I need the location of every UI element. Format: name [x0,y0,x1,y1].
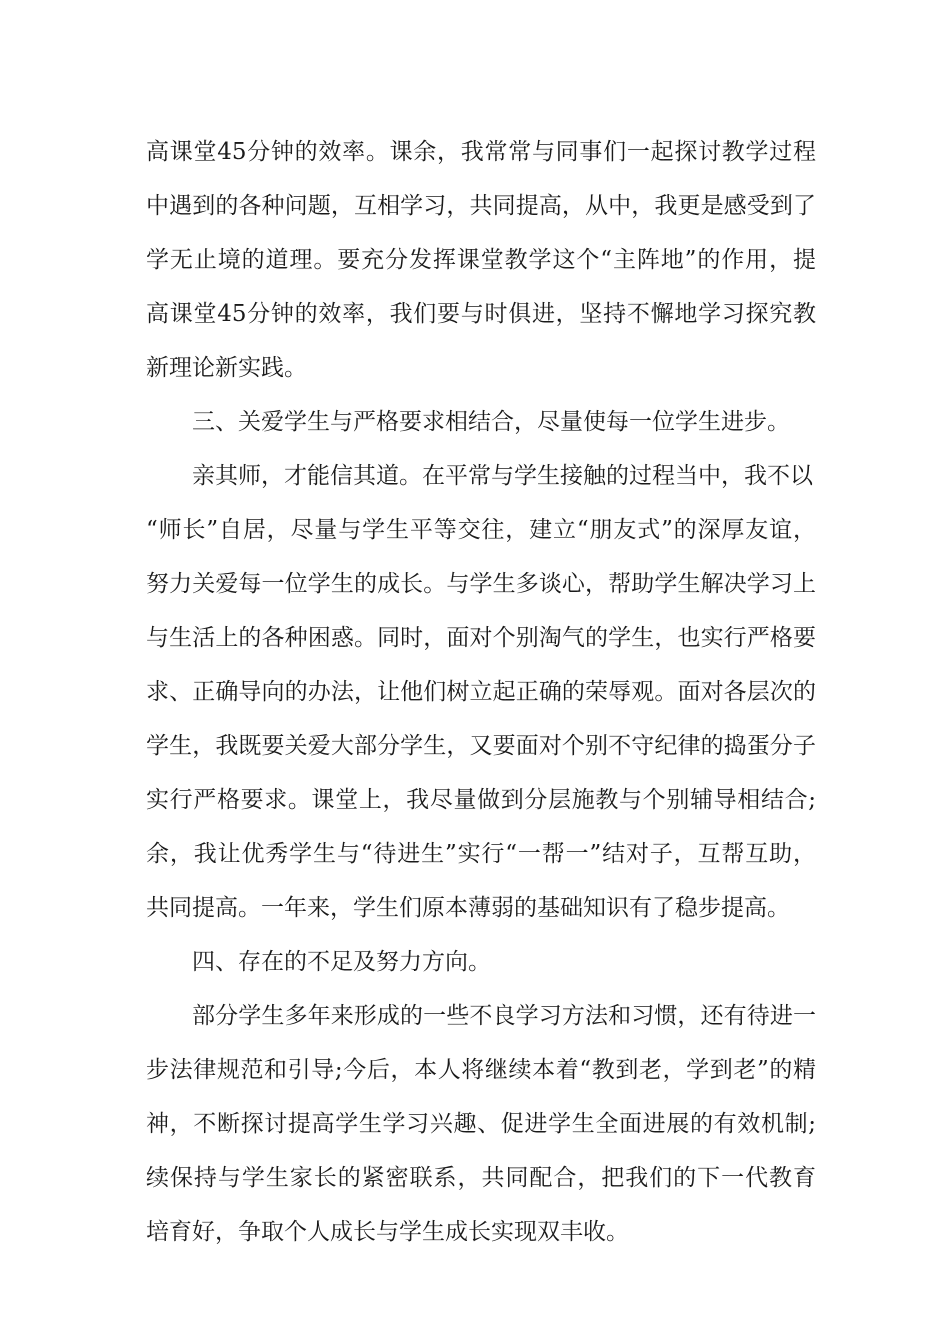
text-line: 神，不断探讨提高学生学习兴趣、促进学生全面进展的有效机制; [146,1111,816,1137]
text-line: 中遇到的各种问题，互相学习，共同提高，从中，我更是感受到了 [146,193,816,219]
text-line: 与生活上的各种困惑。同时，面对个别淘气的学生，也实行严格要 [146,625,816,651]
text-line: 高课堂45分钟的效率。课余，我常常与同事们一起探讨教学过程 [146,139,816,165]
text-line: 高课堂45分钟的效率，我们要与时俱进，坚持不懈地学习探究教 [146,301,816,327]
text-line: 共同提高。一年来，学生们原本薄弱的基础知识有了稳步提高。 [146,895,790,921]
section-heading: 四、存在的不足及努力方向。 [192,949,491,975]
text-line: 余，我让优秀学生与“待进生”实行“一帮一”结对子，互帮互助， [146,841,816,867]
text-line: 新理论新实践。 [146,355,307,381]
text-line: 步法律规范和引导;今后，本人将继续本着“教到老，学到老”的精 [146,1057,816,1083]
text-line: 努力关爱每一位学生的成长。与学生多谈心，帮助学生解决学习上 [146,571,816,597]
text-line: 亲其师，才能信其道。在平常与学生接触的过程当中，我不以 [192,463,813,489]
text-line: 学无止境的道理。要充分发挥课堂教学这个“主阵地”的作用，提 [146,247,816,273]
text-line: 续保持与学生家长的紧密联系，共同配合，把我们的下一代教育 [146,1165,816,1191]
text-line: 求、正确导向的办法，让他们树立起正确的荣辱观。面对各层次的 [146,679,816,705]
text-line: 部分学生多年来形成的一些不良学习方法和习惯，还有待进一 [192,1003,816,1029]
text-line: 培育好，争取个人成长与学生成长实现双丰收。 [146,1219,629,1245]
section-heading: 三、关爱学生与严格要求相结合，尽量使每一位学生进步。 [192,409,790,435]
text-line: 学生，我既要关爱大部分学生，又要面对个别不守纪律的捣蛋分子 [146,733,816,759]
text-line: 实行严格要求。课堂上，我尽量做到分层施教与个别辅导相结合; [146,787,816,813]
text-line: “师长”自居，尽量与学生平等交往，建立“朋友式”的深厚友谊， [146,517,816,543]
